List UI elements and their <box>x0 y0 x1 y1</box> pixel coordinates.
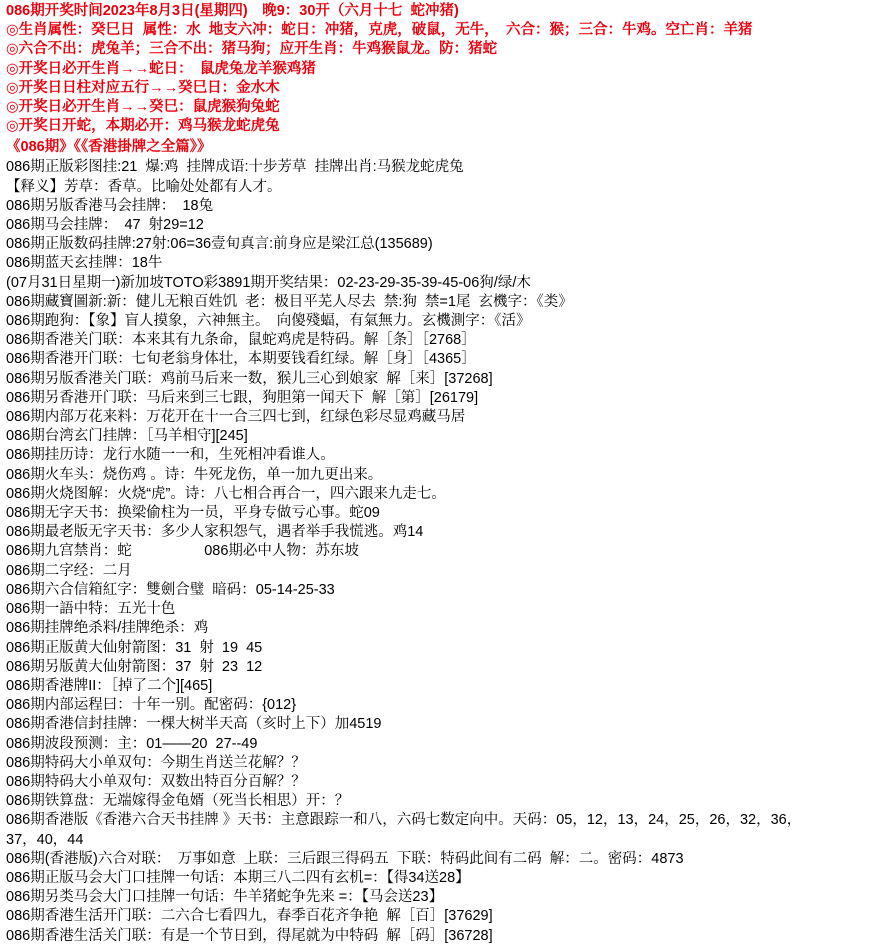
entry-line: 086期另版黄大仙射箭图：37 射 23 12 <box>6 658 263 675</box>
entry-line: 086期蓝天玄挂牌：18牛 <box>6 255 163 272</box>
entry-line: 086期铁算盘：无端嫁得金龟婿（死当长相思）开：？ <box>6 793 350 810</box>
entry-line: 086期内部运程曰：十年一别。配密码：{012} <box>6 697 297 714</box>
entry-line: 086期内部万花来料：万花开在十一合三四七到，红绿色彩尽显鸡藏马居 <box>6 409 466 426</box>
entry-line: 086期藏寶圖新:新：健儿无粮百姓饥 老：极目平芜人尽去 禁:狗 禁=1尾 玄機字：《类》 <box>6 293 573 310</box>
entry-line: 【释义】芳草：香草。比喻处处都有人才。 <box>6 178 282 195</box>
entry-line: 086期火烧图解：火烧“虎”。诗：八七相合再合一，四六跟来九走七。 <box>6 485 446 502</box>
attribute-line: ◎开奖日开蛇，本期必开：鸡马猴龙蛇虎兔 <box>6 118 280 135</box>
entry-line: 086期马会挂牌： 47 射29=12 <box>6 217 204 234</box>
entry-line: 086期二字经：二月 <box>6 562 132 579</box>
entry-line: 086期香港生活关门联：有是一个节日到，得尾就为中特码 解［码］[36728] <box>6 927 493 944</box>
entry-line: 086期正版彩图挂:21 爆:鸡 挂牌成语:十步芳草 挂牌出肖:马猴龙蛇虎兔 <box>6 159 464 176</box>
entry-line: 086期香港关门联：本来其有九条命，鼠蛇鸡虎是特码。解［条］［2768］ <box>6 332 476 349</box>
entry-line: 086期香港信封挂牌：一棵大树半天高（亥时上下）加4519 <box>6 716 382 733</box>
entry-line: 086期最老版无字天书：多少人家积怨气，遇者举手我慌逃。鸡14 <box>6 524 424 541</box>
entry-line: 086期香港版《香港六合天书挂牌 》天书：主意跟踪一和八，六码七数定向中。天码：05，12，13，24，25，26，32，36， <box>6 812 802 829</box>
entry-line: 086期香港牌II：［掉了二个][465] <box>6 677 213 694</box>
attribute-line: ◎开奖日必开生肖→→蛇日： 鼠虎兔龙羊猴鸡猪 <box>6 60 316 77</box>
entry-line: 086期另版香港马会挂牌： 18兔 <box>6 197 214 214</box>
entry-line: 086期正版马会大门口挂牌一句话：本期三八二四有玄机=：【得34送28】 <box>6 869 470 886</box>
entry-line: 086期另香港开门联：马后来到三七跟，狗胆第一闻天下 解［第］[26179] <box>6 389 479 406</box>
entry-line: 086期正版黄大仙射箭图：31 射 19 45 <box>6 639 263 656</box>
entry-line: 086期另版香港关门联：鸡前马后来一数，猴儿三心到娘家 解［来］[37268] <box>6 370 493 387</box>
entry-line: 086期波段预测：主：01——20 27--49 <box>6 735 258 752</box>
entry-line: 086期台湾玄门挂牌：［马羊相守][245] <box>6 428 248 445</box>
entry-line: 086期挂历诗：龙行水随一一和，生死相冲看谁人。 <box>6 447 335 464</box>
entry-line: 086期无字天书：换梁偷柱为一员，平身专做亏心事。蛇09 <box>6 505 380 522</box>
entry-line: 086期九宫禁肖：蛇 086期必中人物：苏东坡 <box>6 543 359 560</box>
entries-block <box>6 158 893 945</box>
entry-line: 086期香港生活开门联：二六合七看四九，春季百花齐争艳 解［百］[37629] <box>6 908 493 925</box>
entry-line: 086期(香港版)六合对联： 万事如意 上联：三后跟三得码五 下联：特码此间有二码 解：二。密码：4873 <box>6 850 684 867</box>
attribute-line: ◎生肖属性：癸巳日 属性：水 地支六冲：蛇日：冲猪，克虎，破鼠，无牛， 六合：猴；三合：牛鸡。空亡肖：羊猪 <box>6 22 753 39</box>
attributes-block <box>6 21 893 136</box>
entry-line: 086期一語中特：五光十色 <box>6 601 176 618</box>
entry-line: 086期特码大小单双句：双数出特百分百解？？ <box>6 773 306 790</box>
entry-line: (07月31日星期一)新加坡TOTO彩3891期开奖结果：02-23-29-35-39-45-06狗/绿/木 <box>6 274 531 291</box>
entry-line: 37，40，44 <box>6 831 84 848</box>
entry-line: 086期挂牌绝杀料/挂牌绝杀：鸡 <box>6 620 209 637</box>
entry-line: 086期另类马会大门口挂牌一句话：牛羊猪蛇争先来 =：【马会送23】 <box>6 889 444 906</box>
entry-line: 086期火车头：烧伤鸡 。诗：牛死龙伤，单一加九更出来。 <box>6 466 383 483</box>
attribute-line: ◎六合不出：虎兔羊；三合不出：猪马狗；应开生肖：牛鸡猴鼠龙。防：猪蛇 <box>6 41 498 58</box>
section-title: 《086期》《《香港掛牌之全篇》》 <box>6 139 212 156</box>
entry-line: 086期香港开门联：七旬老翁身体壮，本期要钱看红绿。解［身］［4365］ <box>6 351 476 368</box>
entry-line: 086期六合信箱紅字：雙劍合璧 暗码：05-14-25-33 <box>6 581 335 598</box>
entry-line: 086期跑狗：【象】盲人摸象，六神無主。 向傻殘蝠，有氣無力。玄機測字：《活》 <box>6 313 531 330</box>
attribute-line: ◎开奖日必开生肖→→癸巳：鼠虎猴狗兔蛇 <box>6 99 280 116</box>
entry-line: 086期特码大小单双句：今期生肖送兰花解？？ <box>6 754 306 771</box>
draw-info-header: 086期开奖时间2023年8月3日(星期四) 晚9：30开（六月十七 蛇冲猪) <box>6 3 459 19</box>
attribute-line: ◎开奖日日柱对应五行→→癸巳日：金水木 <box>6 79 280 96</box>
entry-line: 086期正版数码挂牌:27射:06=36壹旬真言:前身应是梁江总(135689) <box>6 236 433 253</box>
